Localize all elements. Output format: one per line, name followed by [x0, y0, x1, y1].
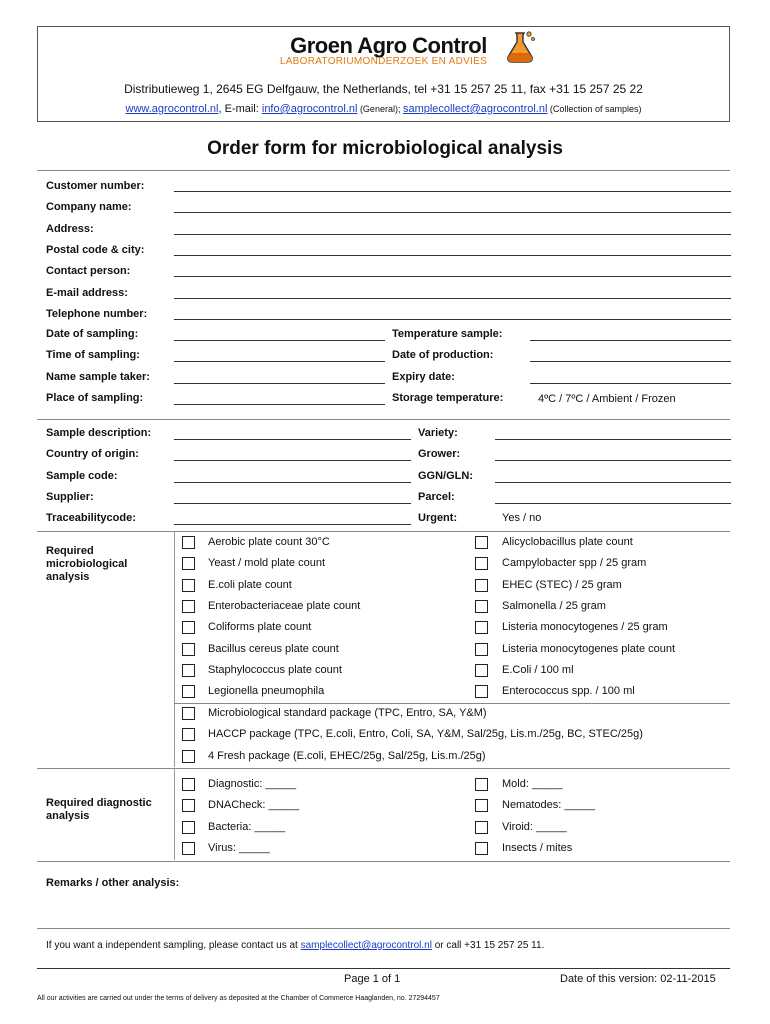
- diag-option-label: Viroid: _____: [502, 820, 567, 833]
- field-line[interactable]: [174, 482, 411, 483]
- company-subtitle: LABORATORIUMONDERZOEK EN ADVIES: [279, 56, 488, 67]
- field-line[interactable]: [174, 524, 411, 525]
- field-line[interactable]: [174, 298, 731, 299]
- footer-email-link[interactable]: samplecollect@agrocontrol.nl: [300, 940, 432, 951]
- analysis-option-label: Enterobacteriaceae plate count: [208, 599, 361, 612]
- analysis-option-label: Listeria monocytogenes / 25 gram: [502, 621, 668, 634]
- analysis-option-label: Salmonella / 25 gram: [502, 599, 606, 612]
- field-label: Time of sampling:: [46, 349, 140, 362]
- section-column-divider: [174, 768, 175, 860]
- package-option-label: Microbiological standard package (TPC, Entro, SA, Y&M): [208, 707, 487, 719]
- field-line[interactable]: [174, 191, 731, 192]
- analysis-option-label: Aerobic plate count 30°C: [208, 536, 330, 548]
- field-label: Urgent:: [418, 512, 458, 525]
- email-general-note: (General);: [357, 104, 403, 114]
- diag-checkbox[interactable]: [182, 842, 195, 855]
- analysis-option-label: E.coli plate count: [208, 578, 292, 591]
- diag-checkbox[interactable]: [475, 778, 488, 791]
- company-address: Distributieweg 1, 2645 EG Delfgauw, the Netherlands, tel +31 15 257 25 11, fax +31 15 257 25 22: [124, 82, 643, 96]
- field-label: Expiry date:: [392, 370, 455, 383]
- field-line[interactable]: [495, 460, 731, 461]
- footer-note-prefix: If you want a independent sampling, please contact us at: [46, 940, 301, 951]
- analysis-checkbox[interactable]: [182, 685, 195, 698]
- section-divider: [37, 419, 730, 420]
- analysis-checkbox[interactable]: [475, 664, 488, 677]
- field-line[interactable]: [174, 503, 411, 504]
- analysis-option-label: Yeast / mold plate count: [208, 557, 326, 570]
- analysis-checkbox[interactable]: [182, 600, 195, 613]
- analysis-checkbox[interactable]: [182, 557, 195, 570]
- diag-option-label: Diagnostic: _____: [208, 778, 297, 790]
- field-label: E-mail address:: [46, 286, 128, 299]
- diag-checkbox[interactable]: [182, 821, 195, 834]
- form-title: Order form for microbiological analysis: [207, 138, 563, 159]
- footer-note-suffix: or call +31 15 257 25 11.: [431, 940, 545, 951]
- storage-temperature-options[interactable]: 4ºC / 7ºC / Ambient / Frozen: [538, 393, 676, 405]
- urgent-options[interactable]: Yes / no: [502, 512, 542, 524]
- analysis-option-label: Staphylococcus plate count: [208, 663, 342, 676]
- diag-option-label: Insects / mites: [502, 841, 573, 854]
- package-divider: [174, 703, 730, 704]
- field-line[interactable]: [174, 361, 385, 362]
- analysis-checkbox[interactable]: [475, 600, 488, 613]
- field-label: Customer number:: [46, 180, 145, 192]
- field-line[interactable]: [174, 276, 731, 277]
- email-prefix: , E-mail:: [218, 103, 262, 115]
- micro-section-label: analysis: [46, 571, 90, 583]
- section-column-divider: [174, 531, 175, 767]
- field-label: Postal code & city:: [46, 243, 145, 256]
- field-line[interactable]: [495, 503, 731, 504]
- analysis-checkbox[interactable]: [475, 643, 488, 656]
- field-label: Place of sampling:: [46, 391, 144, 404]
- email-samples-note: (Collection of samples): [547, 104, 642, 114]
- contact-links: [38, 103, 729, 115]
- field-line[interactable]: [530, 383, 731, 384]
- analysis-checkbox[interactable]: [182, 536, 195, 549]
- terms-note: All our activities are carried out under the terms of delivery as deposited at the Chamber of Commerce Haaglanden, no. 27294457: [37, 995, 440, 1002]
- field-line[interactable]: [174, 439, 411, 440]
- email-samples-link[interactable]: samplecollect@agrocontrol.nl: [402, 103, 548, 115]
- analysis-checkbox[interactable]: [182, 621, 195, 634]
- company-name: Groen Agro Control: [290, 33, 487, 58]
- diag-checkbox[interactable]: [182, 799, 195, 812]
- field-label: Grower:: [418, 448, 461, 461]
- package-checkbox[interactable]: [182, 750, 195, 763]
- analysis-option-label: Listeria monocytogenes plate count: [502, 642, 676, 655]
- analysis-checkbox[interactable]: [475, 557, 488, 570]
- section-divider: [37, 861, 730, 862]
- diag-option-label: Mold: _____: [502, 778, 563, 790]
- field-label: Country of origin:: [46, 448, 139, 461]
- field-label: Traceabilitycode:: [46, 512, 136, 525]
- analysis-checkbox[interactable]: [182, 664, 195, 677]
- field-line[interactable]: [174, 383, 385, 384]
- field-line[interactable]: [174, 319, 731, 320]
- diag-option-label: Virus: _____: [208, 841, 270, 854]
- letterhead: [37, 26, 730, 122]
- field-label: Sample description:: [46, 427, 152, 439]
- footer-note: [46, 940, 544, 951]
- title-divider: [37, 170, 730, 171]
- field-label: Name sample taker:: [46, 370, 150, 383]
- page-number: Page 1 of 1: [344, 973, 401, 985]
- field-line[interactable]: [174, 212, 731, 213]
- remarks-label: Remarks / other analysis:: [46, 877, 180, 889]
- field-line[interactable]: [495, 439, 731, 440]
- diag-section-label: Required diagnostic: [46, 797, 152, 809]
- analysis-checkbox[interactable]: [182, 579, 195, 592]
- section-divider: [37, 768, 730, 769]
- field-label: Variety:: [418, 427, 458, 439]
- field-label: Parcel:: [418, 490, 455, 503]
- analysis-option-label: Coliforms plate count: [208, 621, 312, 634]
- field-line[interactable]: [495, 482, 731, 483]
- field-label: Telephone number:: [46, 307, 148, 320]
- diag-option-label: DNACheck: _____: [208, 799, 300, 812]
- package-checkbox[interactable]: [182, 728, 195, 741]
- analysis-checkbox[interactable]: [475, 536, 488, 549]
- analysis-checkbox[interactable]: [182, 643, 195, 656]
- website-link[interactable]: www.agrocontrol.nl: [125, 103, 219, 115]
- version-date: Date of this version: 02-11-2015: [560, 973, 716, 985]
- analysis-option-label: EHEC (STEC) / 25 gram: [502, 578, 622, 591]
- diag-checkbox[interactable]: [182, 778, 195, 791]
- analysis-checkbox[interactable]: [475, 621, 488, 634]
- analysis-option-label: Legionella pneumophila: [208, 685, 325, 698]
- field-label: Address:: [46, 222, 94, 235]
- diag-checkbox[interactable]: [475, 799, 488, 812]
- field-label: Date of production:: [392, 349, 494, 362]
- field-line[interactable]: [174, 234, 731, 235]
- field-line[interactable]: [530, 340, 731, 341]
- field-line[interactable]: [530, 361, 731, 362]
- package-option-label: HACCP package (TPC, E.coli, Entro, Coli, SA, Y&M, Sal/25g, Lis.m./25g, BC, STEC/25g): [208, 728, 643, 741]
- field-label: Supplier:: [46, 490, 94, 503]
- analysis-option-label: Enterococcus spp. / 100 ml: [502, 685, 635, 698]
- field-label: Storage temperature:: [392, 391, 504, 404]
- analysis-option-label: Campylobacter spp / 25 gram: [502, 557, 647, 570]
- analysis-option-label: Alicyclobacillus plate count: [502, 536, 633, 548]
- footer-divider: [37, 968, 730, 969]
- field-line[interactable]: [174, 340, 385, 341]
- analysis-checkbox[interactable]: [475, 685, 488, 698]
- diag-checkbox[interactable]: [475, 842, 488, 855]
- diag-option-label: Bacteria: _____: [208, 820, 286, 833]
- field-label: Temperature sample:: [392, 328, 503, 340]
- section-divider: [37, 531, 730, 532]
- package-option-label: 4 Fresh package (E.coli, EHEC/25g, Sal/25g, Lis.m./25g): [208, 749, 486, 762]
- diag-option-label: Nematodes: _____: [502, 799, 595, 812]
- analysis-checkbox[interactable]: [475, 579, 488, 592]
- field-line[interactable]: [174, 404, 385, 405]
- field-label: Date of sampling:: [46, 328, 139, 340]
- package-checkbox[interactable]: [182, 707, 195, 720]
- analysis-option-label: Bacillus cereus plate count: [208, 642, 339, 655]
- field-line[interactable]: [174, 460, 411, 461]
- email-general-link[interactable]: info@agrocontrol.nl: [261, 103, 358, 115]
- diag-checkbox[interactable]: [475, 821, 488, 834]
- micro-section-label: microbiological: [46, 558, 128, 570]
- field-line[interactable]: [174, 255, 731, 256]
- remarks-divider: [37, 928, 730, 929]
- field-label: Contact person:: [46, 265, 131, 278]
- field-label: GGN/GLN:: [418, 469, 473, 482]
- analysis-option-label: E.Coli / 100 ml: [502, 663, 574, 676]
- diag-section-label: analysis: [46, 810, 90, 822]
- flask-icon: [502, 29, 538, 65]
- field-label: Company name:: [46, 201, 132, 214]
- field-label: Sample code:: [46, 469, 118, 482]
- micro-section-label: Required: [46, 545, 94, 557]
